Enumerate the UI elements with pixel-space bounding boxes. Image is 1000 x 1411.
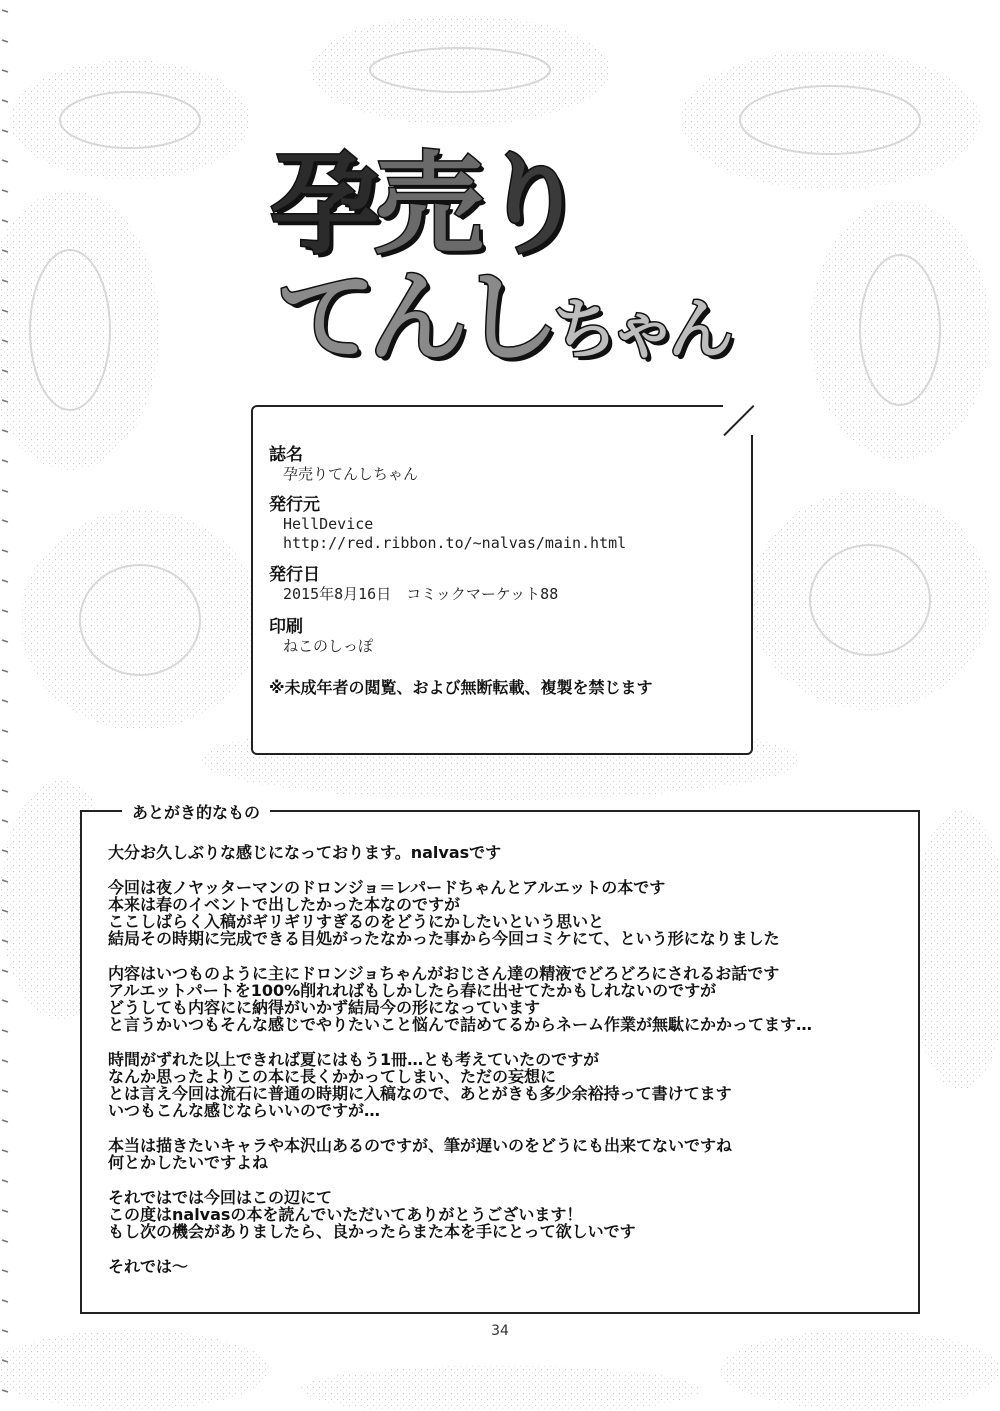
title-main-kana: てんし — [276, 259, 552, 376]
afterword-paragraph — [108, 965, 898, 1033]
afterword-line: アルエットパートを100%削れればもしかしたら春に出せてたかもしれないのですが — [108, 981, 717, 1000]
publisher-label: 発行元 — [269, 495, 320, 515]
afterword-line: とは言え今回は流石に普通の時期に入稿なので、あとがきも多少余裕持って書けてます — [108, 1084, 732, 1103]
afterword-paragraph — [108, 844, 898, 861]
magazine-name-value: 孕売りてんしちゃん — [283, 465, 419, 483]
afterword-text — [108, 844, 898, 1293]
afterword-paragraph — [108, 1189, 898, 1240]
printer-value: ねこのしっぽ — [283, 637, 374, 655]
afterword-line: ここしばらく入稿がギリギリすぎるのをどうにかしたいという思いと — [108, 912, 605, 931]
book-title-logo — [270, 141, 750, 380]
date-value: 2015年8月16日 コミックマーケット88 — [283, 585, 559, 603]
publisher-url: http://red.ribbon.to/~nalvas/main.html — [283, 534, 627, 552]
afterword-line: 本来は春のイベントで出したかった本なのですが — [108, 895, 461, 914]
afterword-line: いつもこんな感じならいいのですが… — [108, 1101, 381, 1120]
afterword-title: あとがき的なもの — [122, 800, 270, 823]
afterword-line: と言うかいつもそんな感じでやりたいこと悩んで詰めてるからネーム作業が無駄にかかってます… — [108, 1015, 813, 1034]
afterword-line: それでは～ — [108, 1257, 189, 1276]
page-number: 34 — [491, 1323, 509, 1339]
afterword-line: それではでは今回はこの辺にて — [108, 1188, 333, 1207]
afterword-box — [80, 803, 920, 1314]
afterword-line: 今回は夜ノヤッターマンのドロンジョ＝レパードちゃんとアルエットの本です — [108, 878, 666, 897]
copyright-warning: ※未成年者の閲覧、および無断転載、複製を禁じます — [269, 678, 653, 697]
afterword-line: どうしても内容にに納得がいかず結局今の形になっています — [108, 998, 541, 1017]
date-label: 発行日 — [269, 565, 320, 585]
magazine-name-label: 誌名 — [269, 445, 303, 465]
binding-edge-marks — [0, 0, 14, 1411]
afterword-line: 内容はいつものように主にドロンジョちゃんがおじさん達の精液でどろどろにされるお話です — [108, 964, 780, 983]
colophon-magazine-name — [269, 445, 418, 484]
title-char-3: り — [478, 141, 582, 269]
title-char-2: 売 — [374, 141, 478, 269]
title-line-1 — [270, 141, 582, 269]
title-small-kana: ちゃん — [552, 291, 726, 368]
afterword-paragraph — [108, 1258, 898, 1275]
title-line-2 — [276, 259, 726, 376]
printing-label: 印刷 — [269, 617, 303, 637]
afterword-line: なんか思ったよりこの本に長くかかってしまい、ただの妄想に — [108, 1067, 557, 1086]
afterword-line: 大分お久しぶりな感じになっております。nalvasです — [108, 843, 502, 862]
afterword-line: 本当は描きたいキャラや本沢山あるのですが、筆が遅いのをどうにも出来てないですね — [108, 1136, 733, 1155]
afterword-paragraph — [108, 1137, 898, 1171]
afterword-paragraph — [108, 879, 898, 947]
title-char-1: 孕 — [270, 141, 374, 269]
afterword-line: 時間がずれた以上できれば夏にはもう1冊…とも考えていたのですが — [108, 1050, 600, 1069]
afterword-line: この度はnalvasの本を読んでいただいてありがとうございます！ — [108, 1205, 583, 1224]
colophon-date — [269, 565, 558, 604]
colophon-printing — [269, 617, 373, 656]
colophon-publisher — [269, 495, 626, 553]
afterword-paragraph — [108, 1051, 898, 1119]
afterword-line: 何とかしたいですよね — [108, 1153, 269, 1172]
afterword-line: もし次の機会がありましたら、良かったらまた本を手にとって欲しいです — [108, 1222, 636, 1241]
afterword-line: 結局その時期に完成できる目処がったなかった事から今回コミケにて、という形になりました — [108, 929, 780, 948]
publisher-name: HellDevice — [283, 515, 374, 533]
colophon-box — [251, 405, 753, 755]
